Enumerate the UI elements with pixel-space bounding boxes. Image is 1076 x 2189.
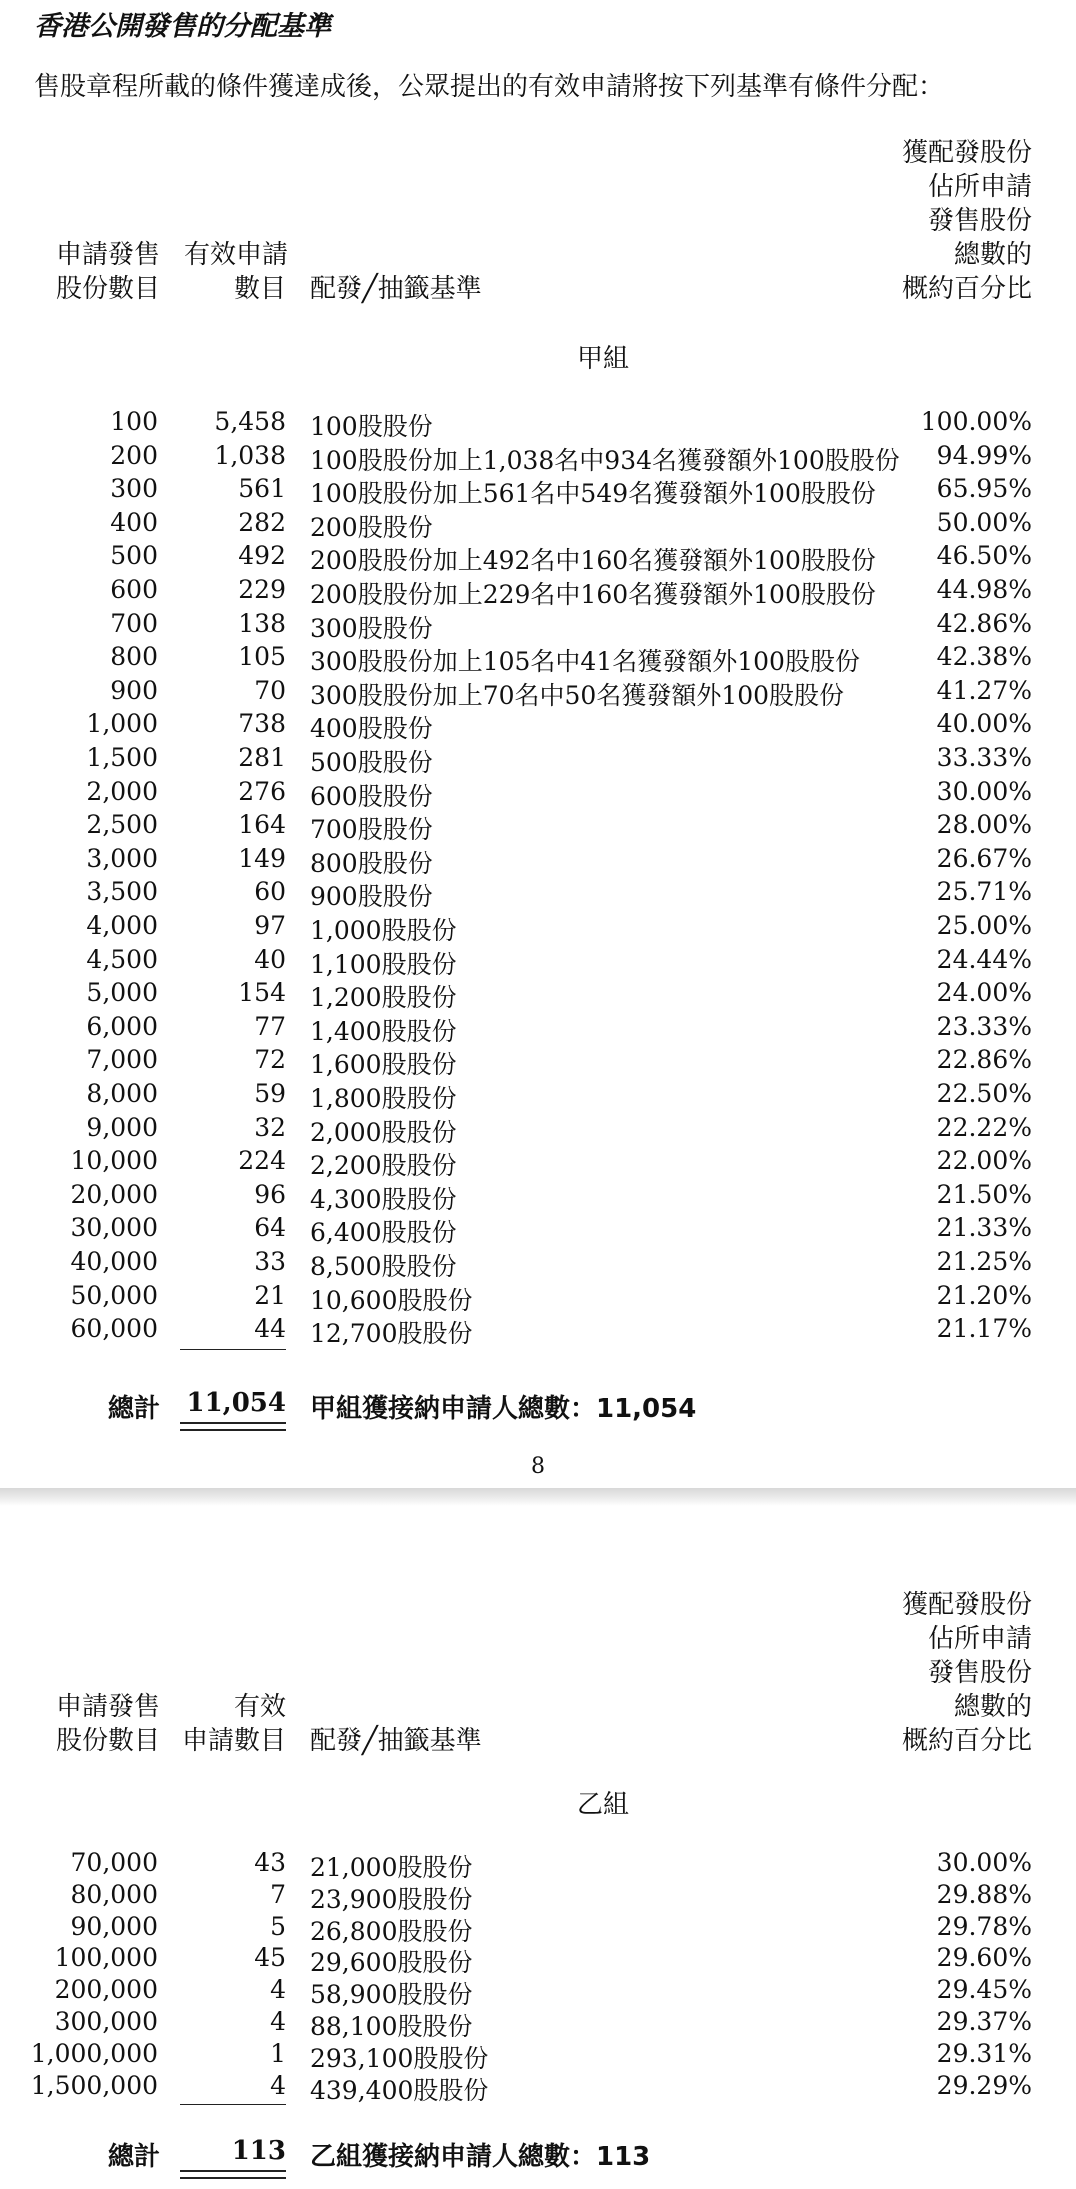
cell-percentage: 22.22% [936, 1112, 1032, 1142]
cell-percentage: 29.31% [936, 2038, 1032, 2068]
header-pct-line1: 獲配發股份 [901, 138, 1032, 168]
cell-percentage: 21.33% [936, 1213, 1032, 1243]
table-row [0, 1975, 1076, 2010]
cell-percentage: 28.00% [936, 810, 1032, 840]
cell-percentage: 40.00% [936, 709, 1032, 739]
cell-allocation-basis: 10,600股股份 [310, 1285, 473, 1315]
cell-valid-applications: 5 [270, 1911, 286, 1941]
table-row [0, 407, 1076, 439]
header-pct-line3: 發售股份 [927, 1658, 1032, 1688]
cell-percentage: 24.44% [936, 944, 1032, 974]
cell-shares: 7,000 [86, 1045, 158, 1075]
cell-percentage: 24.00% [936, 978, 1032, 1008]
table-row [0, 441, 1076, 473]
table-row [0, 1045, 1076, 1080]
cell-allocation-basis: 200股股份加上229名中160名獲發額外100股股份 [310, 580, 876, 609]
cell-valid-applications: 72 [254, 1045, 286, 1075]
table-row [0, 1880, 1076, 1912]
table-row [0, 877, 1076, 912]
cell-allocation-basis: 100股股份加上561名中549名獲發額外100股股份 [310, 479, 876, 509]
cell-valid-applications: 149 [238, 843, 286, 873]
page-number: 8 [531, 1454, 545, 1479]
cell-valid-applications: 45 [254, 1943, 286, 1973]
header-shares-line1: 申請發售 [56, 240, 161, 270]
cell-valid-applications: 33 [254, 1247, 286, 1276]
cell-percentage: 29.29% [936, 2070, 1032, 2100]
table-a-total-double-rule [180, 1422, 286, 1431]
intro-text: 售股章程所載的條件獲達成後，公眾提出的有效申請將按下列基準有條件分配： [34, 72, 945, 102]
table-row [0, 1113, 1076, 1145]
table-row [0, 810, 1076, 845]
cell-allocation-basis: 700股股份 [310, 815, 433, 845]
header-pct-line5: 概約百分比 [901, 1726, 1032, 1756]
table-b-total-text: 乙組獲接納申請人總數：113 [310, 2142, 651, 2172]
header-pct-line4: 總數的 [953, 240, 1032, 270]
cell-valid-applications: 276 [238, 776, 286, 806]
cell-valid-applications: 21 [254, 1280, 286, 1310]
cell-allocation-basis: 1,400股股份 [310, 1016, 457, 1046]
cell-shares: 1,500,000 [30, 2070, 158, 2100]
cell-valid-applications: 138 [238, 608, 286, 638]
cell-shares: 1,000 [86, 709, 158, 739]
table-row [0, 1012, 1076, 1044]
cell-valid-applications: 40 [254, 944, 286, 974]
cell-shares: 10,000 [70, 1146, 158, 1176]
cell-shares: 4,500 [86, 944, 158, 974]
cell-percentage: 42.86% [936, 608, 1032, 638]
table-row [0, 777, 1076, 809]
cell-shares: 90,000 [70, 1911, 158, 1941]
cell-percentage: 50.00% [936, 507, 1032, 537]
cell-shares: 40,000 [70, 1247, 158, 1276]
cell-percentage: 21.50% [936, 1179, 1032, 1209]
cell-valid-applications: 64 [254, 1213, 286, 1243]
page-break [0, 1488, 1076, 1506]
cell-valid-applications: 5,458 [214, 407, 286, 436]
table-row [0, 945, 1076, 977]
table-row [0, 911, 1076, 943]
cell-allocation-basis: 300股股份加上70名中50名獲發額外100股股份 [310, 680, 845, 710]
cell-percentage: 29.88% [936, 1879, 1032, 1909]
section-title: 香港公開發售的分配基準 [34, 11, 331, 42]
table-row [0, 541, 1076, 576]
cell-valid-applications: 281 [238, 743, 286, 772]
cell-allocation-basis: 29,600股股份 [310, 1948, 473, 1978]
cell-allocation-basis: 400股股份 [310, 714, 433, 744]
cell-allocation-basis: 1,800股股份 [310, 1084, 457, 1113]
table-row [0, 743, 1076, 775]
table-row [0, 1848, 1076, 1880]
cell-shares: 100,000 [54, 1943, 158, 1973]
table-row [0, 1247, 1076, 1279]
cell-allocation-basis: 200股股份加上492名中160名獲發額外100股股份 [310, 546, 876, 576]
header-pct-line2: 佔所申請 [927, 172, 1032, 202]
cell-valid-applications: 282 [238, 507, 286, 537]
cell-shares: 4,000 [86, 911, 158, 940]
cell-percentage: 41.27% [936, 675, 1032, 705]
cell-allocation-basis: 900股股份 [310, 882, 433, 912]
cell-percentage: 33.33% [936, 743, 1032, 772]
cell-shares: 30,000 [70, 1213, 158, 1243]
cell-shares: 8,000 [86, 1079, 158, 1108]
cell-percentage: 29.45% [936, 1975, 1032, 2005]
table-row [0, 1146, 1076, 1181]
cell-shares: 60,000 [70, 1314, 158, 1344]
cell-allocation-basis: 100股股份加上1,038名中934名獲發額外100股股份 [310, 445, 900, 475]
table-row [0, 642, 1076, 677]
cell-shares: 50,000 [70, 1280, 158, 1310]
header-basis: 配發╱抽籤基準 [310, 1726, 482, 1756]
cell-percentage: 42.38% [936, 642, 1032, 672]
cell-percentage: 29.37% [936, 2007, 1032, 2036]
cell-valid-applications: 738 [238, 709, 286, 739]
group-a-label: 甲組 [577, 344, 630, 374]
table-a-subtotal-rule [180, 1349, 286, 1350]
header-pct-line1: 獲配發股份 [901, 1590, 1032, 1620]
cell-valid-applications: 32 [254, 1112, 286, 1142]
header-pct-line5: 概約百分比 [901, 274, 1032, 304]
cell-allocation-basis: 88,100股股份 [310, 2012, 473, 2041]
group-b-label: 乙組 [577, 1790, 630, 1820]
cell-valid-applications: 97 [254, 911, 286, 940]
cell-percentage: 46.50% [936, 541, 1032, 571]
cell-valid-applications: 70 [254, 675, 286, 705]
cell-allocation-basis: 58,900股股份 [310, 1980, 473, 2010]
cell-shares: 500 [110, 541, 158, 571]
cell-allocation-basis: 1,200股股份 [310, 983, 457, 1013]
cell-valid-applications: 492 [238, 541, 286, 571]
cell-shares: 9,000 [86, 1112, 158, 1142]
table-row [0, 2071, 1076, 2103]
header-apps-line1: 有效申請 [184, 240, 289, 270]
cell-shares: 5,000 [86, 978, 158, 1008]
cell-allocation-basis: 800股股份 [310, 848, 433, 878]
cell-shares: 80,000 [70, 1879, 158, 1909]
cell-valid-applications: 229 [238, 575, 286, 604]
cell-allocation-basis: 500股股份 [310, 748, 433, 777]
header-shares-line1: 申請發售 [56, 1692, 161, 1722]
cell-shares: 3,000 [86, 843, 158, 873]
table-row [0, 2007, 1076, 2039]
cell-shares: 300 [110, 474, 158, 504]
header-shares-line2: 股份數目 [56, 274, 161, 304]
cell-percentage: 22.86% [936, 1045, 1032, 1075]
cell-percentage: 21.17% [936, 1314, 1032, 1344]
cell-shares: 100 [110, 407, 158, 436]
table-row [0, 1213, 1076, 1248]
header-apps-line2: 數目 [233, 274, 286, 304]
cell-shares: 700 [110, 608, 158, 638]
cell-percentage: 23.33% [936, 1011, 1032, 1041]
cell-allocation-basis: 1,100股股份 [310, 949, 457, 979]
cell-percentage: 30.00% [936, 1848, 1032, 1877]
cell-percentage: 22.50% [936, 1079, 1032, 1108]
cell-shares: 2,000 [86, 776, 158, 806]
table-row [0, 2039, 1076, 2071]
cell-valid-applications: 4 [270, 2070, 286, 2100]
table-row [0, 676, 1076, 708]
table-b-total-double-rule [180, 2170, 286, 2179]
table-a-total-value: 11,054 [186, 1388, 286, 1418]
header-apps-line2: 申請數目 [181, 1726, 286, 1756]
cell-percentage: 25.00% [936, 911, 1032, 940]
table-row [0, 709, 1076, 744]
cell-valid-applications: 1 [270, 2038, 286, 2068]
cell-shares: 300,000 [54, 2007, 158, 2036]
cell-valid-applications: 44 [254, 1314, 286, 1344]
cell-percentage: 25.71% [936, 877, 1032, 907]
cell-shares: 1,000,000 [30, 2038, 158, 2068]
header-pct-line2: 佔所申請 [927, 1624, 1032, 1654]
cell-valid-applications: 1,038 [214, 440, 286, 470]
table-row [0, 1281, 1076, 1313]
cell-percentage: 21.25% [936, 1247, 1032, 1276]
table-row [0, 978, 1076, 1013]
table-row [0, 575, 1076, 607]
table-row [0, 1314, 1076, 1349]
cell-valid-applications: 164 [238, 810, 286, 840]
cell-percentage: 29.60% [936, 1943, 1032, 1973]
table-row [0, 1943, 1076, 1978]
cell-allocation-basis: 4,300股股份 [310, 1184, 457, 1214]
cell-percentage: 65.95% [936, 474, 1032, 504]
cell-allocation-basis: 600股股份 [310, 781, 433, 811]
cell-shares: 2,500 [86, 810, 158, 840]
cell-shares: 3,500 [86, 877, 158, 907]
table-b-total-label: 總計 [108, 2142, 161, 2172]
header-pct-line3: 發售股份 [927, 206, 1032, 236]
cell-percentage: 30.00% [936, 776, 1032, 806]
cell-allocation-basis: 300股股份 [310, 613, 433, 643]
cell-shares: 600 [110, 575, 158, 604]
cell-percentage: 21.20% [936, 1280, 1032, 1310]
cell-allocation-basis: 439,400股股份 [310, 2075, 489, 2105]
cell-valid-applications: 7 [270, 1879, 286, 1909]
table-b-subtotal-rule [180, 2104, 286, 2105]
cell-percentage: 22.00% [936, 1146, 1032, 1176]
cell-shares: 800 [110, 642, 158, 672]
cell-valid-applications: 105 [238, 642, 286, 672]
table-a-total-label: 總計 [108, 1394, 161, 1424]
table-b-total-value: 113 [231, 2136, 286, 2166]
cell-valid-applications: 4 [270, 2007, 286, 2036]
table-row [0, 1180, 1076, 1212]
cell-valid-applications: 154 [238, 978, 286, 1008]
cell-shares: 70,000 [70, 1848, 158, 1877]
cell-allocation-basis: 26,800股股份 [310, 1916, 473, 1946]
cell-shares: 200,000 [54, 1975, 158, 2005]
cell-shares: 900 [110, 675, 158, 705]
table-row [0, 1912, 1076, 1944]
header-pct-line4: 總數的 [953, 1692, 1032, 1722]
cell-allocation-basis: 200股股份 [310, 512, 433, 542]
cell-shares: 1,500 [86, 743, 158, 772]
cell-percentage: 29.78% [936, 1911, 1032, 1941]
table-row [0, 474, 1076, 509]
cell-valid-applications: 60 [254, 877, 286, 907]
table-row [0, 609, 1076, 641]
cell-shares: 200 [110, 440, 158, 470]
header-shares-line2: 股份數目 [56, 1726, 161, 1756]
cell-valid-applications: 4 [270, 1975, 286, 2005]
header-basis: 配發╱抽籤基準 [310, 274, 482, 304]
cell-allocation-basis: 21,000股股份 [310, 1853, 473, 1882]
cell-allocation-basis: 2,200股股份 [310, 1151, 457, 1181]
cell-valid-applications: 43 [254, 1848, 286, 1877]
cell-valid-applications: 561 [238, 474, 286, 504]
cell-allocation-basis: 100股股份 [310, 412, 433, 441]
cell-allocation-basis: 2,000股股份 [310, 1117, 457, 1147]
table-row [0, 844, 1076, 876]
table-row [0, 1079, 1076, 1111]
table-row [0, 508, 1076, 540]
cell-percentage: 94.99% [936, 440, 1032, 470]
cell-allocation-basis: 12,700股股份 [310, 1319, 473, 1349]
cell-percentage: 26.67% [936, 843, 1032, 873]
cell-shares: 20,000 [70, 1179, 158, 1209]
table-a-total-text: 甲組獲接納申請人總數：11,054 [310, 1394, 697, 1424]
header-apps-line1: 有效 [233, 1692, 286, 1722]
cell-allocation-basis: 8,500股股份 [310, 1252, 457, 1281]
cell-percentage: 44.98% [936, 575, 1032, 604]
cell-allocation-basis: 23,900股股份 [310, 1884, 473, 1914]
cell-valid-applications: 96 [254, 1179, 286, 1209]
cell-valid-applications: 77 [254, 1011, 286, 1041]
cell-valid-applications: 59 [254, 1079, 286, 1108]
cell-allocation-basis: 293,100股股份 [310, 2043, 489, 2073]
cell-percentage: 100.00% [920, 407, 1032, 436]
cell-allocation-basis: 1,000股股份 [310, 916, 457, 945]
cell-shares: 400 [110, 507, 158, 537]
cell-allocation-basis: 6,400股股份 [310, 1218, 457, 1248]
cell-allocation-basis: 1,600股股份 [310, 1050, 457, 1080]
cell-shares: 6,000 [86, 1011, 158, 1041]
cell-allocation-basis: 300股股份加上105名中41名獲發額外100股股份 [310, 647, 860, 677]
cell-valid-applications: 224 [238, 1146, 286, 1176]
